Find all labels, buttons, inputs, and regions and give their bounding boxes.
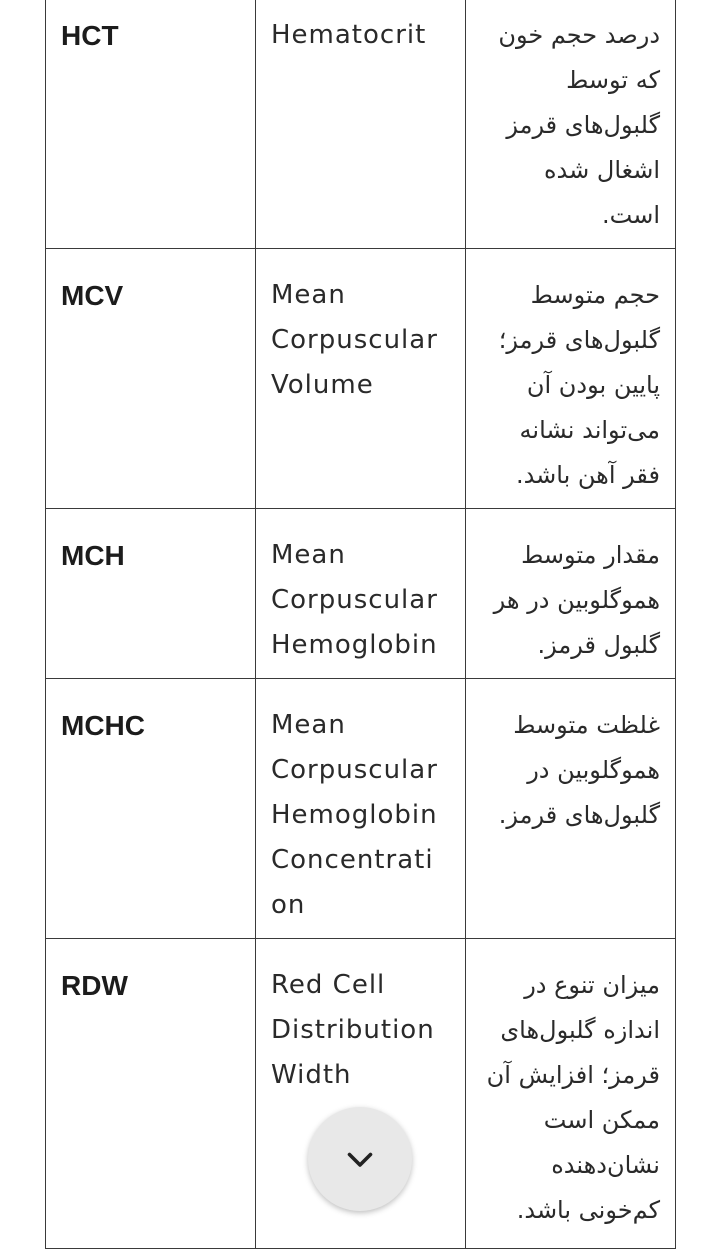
description-cell: میزان تنوع در اندازه گلبول‌های قرمز؛ افزایش آن ممکن است نشان‌دهنده کم‌خونی باشد. (466, 939, 676, 1249)
full-name-cell: Mean Corpuscular Volume (256, 249, 466, 509)
description-cell: مقدار متوسط هموگلوبین در هر گلبول قرمز. (466, 509, 676, 679)
full-name-cell: Red Cell Distribution Width (256, 939, 466, 1249)
table-row (46, 249, 676, 509)
description-cell: حجم متوسط گلبول‌های قرمز؛ پایین بودن آن می‌تواند نشانه فقر آهن باشد. (466, 249, 676, 509)
scroll-down-button[interactable] (308, 1107, 412, 1211)
full-name-cell: Hematocrit (256, 0, 466, 249)
abbreviation-cell: MCV (46, 249, 256, 509)
cbc-parameters-table (45, 0, 676, 1249)
full-name-cell: Mean Corpuscular Hemoglobin (256, 509, 466, 679)
abbreviation-cell: HCT (46, 0, 256, 249)
table-row (46, 509, 676, 679)
description-cell: درصد حجم خون که توسط گلبول‌های قرمز اشغال شده است. (466, 0, 676, 249)
chevron-down-icon (342, 1141, 378, 1177)
description-cell: غلظت متوسط هموگلوبین در گلبول‌های قرمز. (466, 679, 676, 939)
full-name-cell: Mean Corpuscular Hemoglobin Concentration (256, 679, 466, 939)
abbreviation-cell: RDW (46, 939, 256, 1249)
table-row (46, 679, 676, 939)
cbc-parameters-table-container (45, 0, 675, 1249)
abbreviation-cell: MCHC (46, 679, 256, 939)
table-row (46, 0, 676, 249)
abbreviation-cell: MCH (46, 509, 256, 679)
